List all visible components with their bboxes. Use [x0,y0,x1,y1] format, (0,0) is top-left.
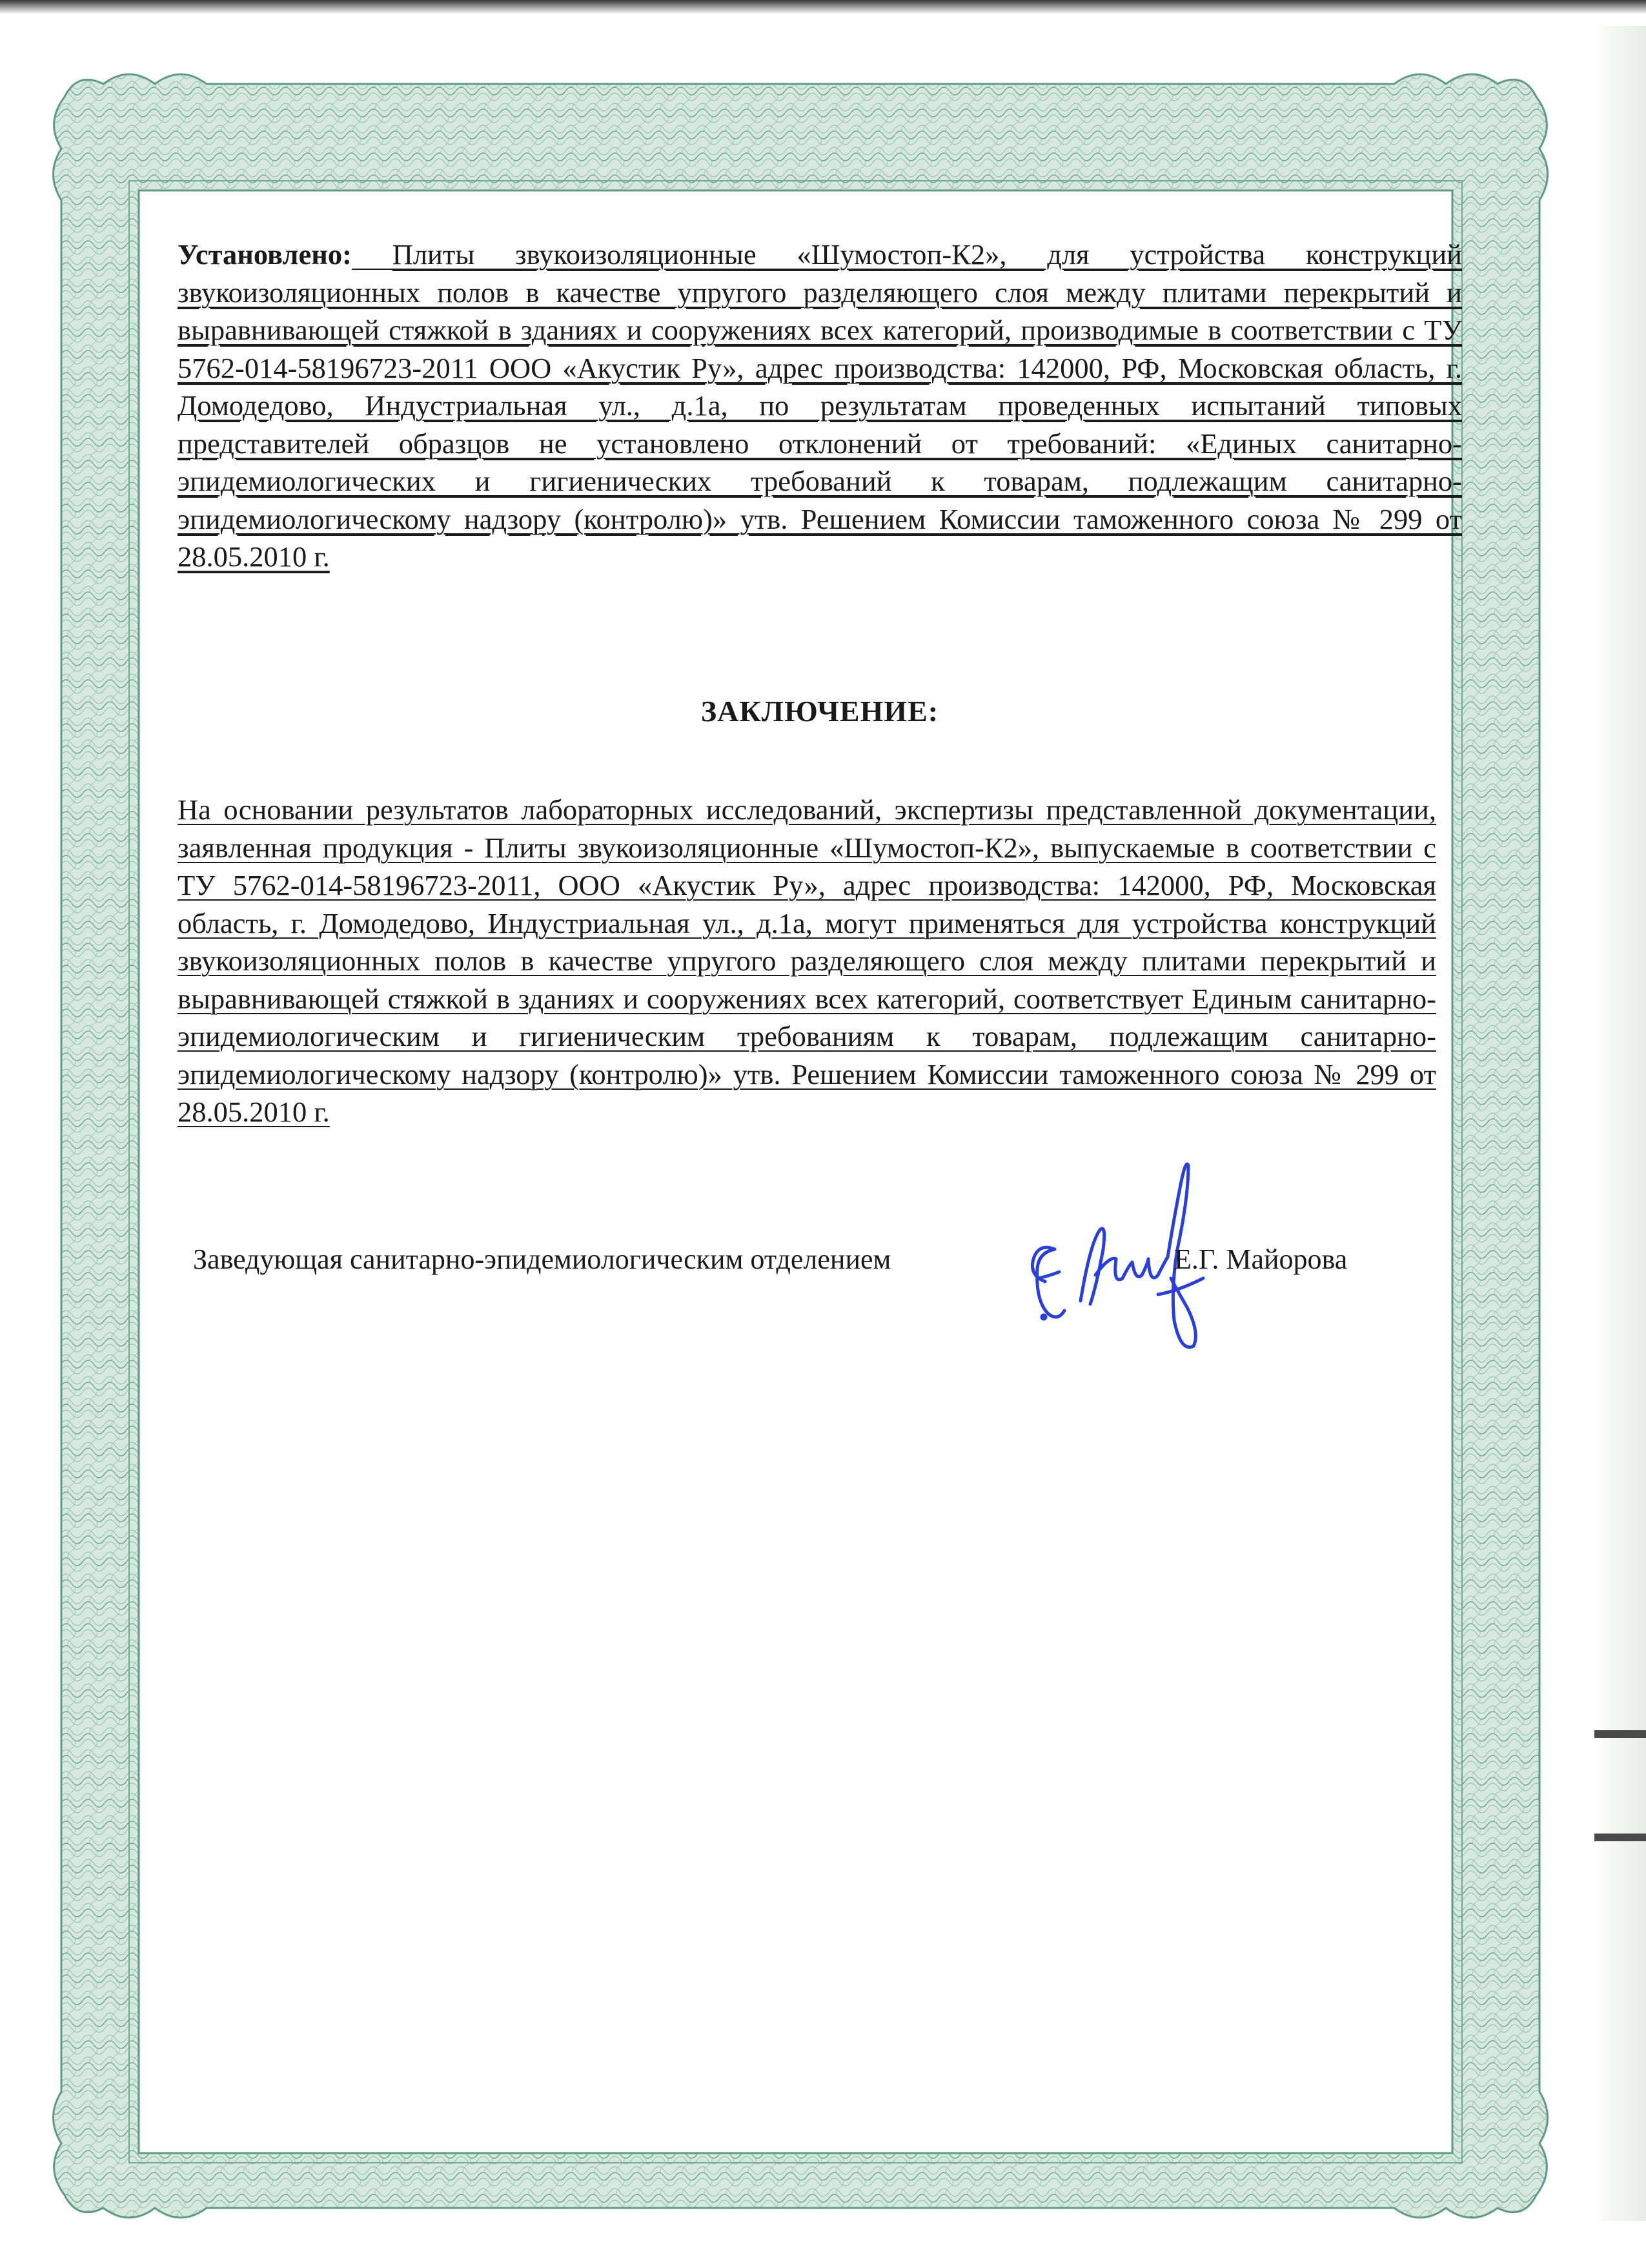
signatory-position: Заведующая санитарно-эпидемиологическим отделением [193,1243,891,1275]
conclusion-heading: ЗАКЛЮЧЕНИЕ: [700,695,939,728]
signatory-name: Е.Г. Майорова [1174,1243,1348,1275]
scan-edge-mark [1594,1834,1646,1841]
scan-edge-mark [1594,1730,1646,1738]
conclusion-paragraph: На основании результатов лабораторных исследований, экспертизы представленной документации, заявленная продукция - Плиты звукоизоляционные «Шумостоп-К2», выпускаемые в соответствии с ТУ 5762-014-58196723-2011, ООО «Акустик Ру», адрес производства: 142000, РФ, Московская область, г. Домодедово, Индустриальная ул., д.1а, могут применяться для устройства конструкций звукоизоляционных полов в качестве упругого разделяющего слоя между плитами перекрытий и выравнивающей стяжкой в зданиях и сооружениях всех категорий, соответствует Единым санитарно-эпидемиологическим и гигиеническим требованиям к товарам, подлежащим санитарно-эпидемиологическому надзору (контролю)» утв. Решением Комиссии таможенного союза № 299 от 28.05.2010 г. [178,793,1436,1128]
scan-right-edge [1594,26,1646,2221]
established-paragraph [178,236,1462,576]
established-label: Установлено: [178,238,352,271]
established-section [178,236,1462,576]
signature-block [193,1243,1419,1301]
certificate-page [39,26,1562,2247]
established-text: Плиты звукоизоляционные «Шумостоп-К2», для устройства конструкций звукоизоляционных полов в качестве упругого разделяющего слоя между плитами перекрытий и выравнивающей стяжкой в зданиях и сооружениях всех категорий, производимые в соответствии с ТУ 5762-014-58196723-2011 ООО «Акустик Ру», адрес производства: 142000, РФ, Московская область, г. Домодедово, Индустриальная ул., д.1а, по результатам проведенных испытаний типовых представителей образцов не установлено отклонений от требований: «Единых санитарно-эпидемиологических и гигиенических требований к товарам, подлежащим санитарно-эпидемиологическому надзору (контролю)» утв. Решением Комиссии таможенного союза № 299 от 28.05.2010 г. [178,238,1462,573]
scan-top-edge [0,0,1646,14]
document-body [178,190,1462,2160]
conclusion-section [178,791,1436,1131]
